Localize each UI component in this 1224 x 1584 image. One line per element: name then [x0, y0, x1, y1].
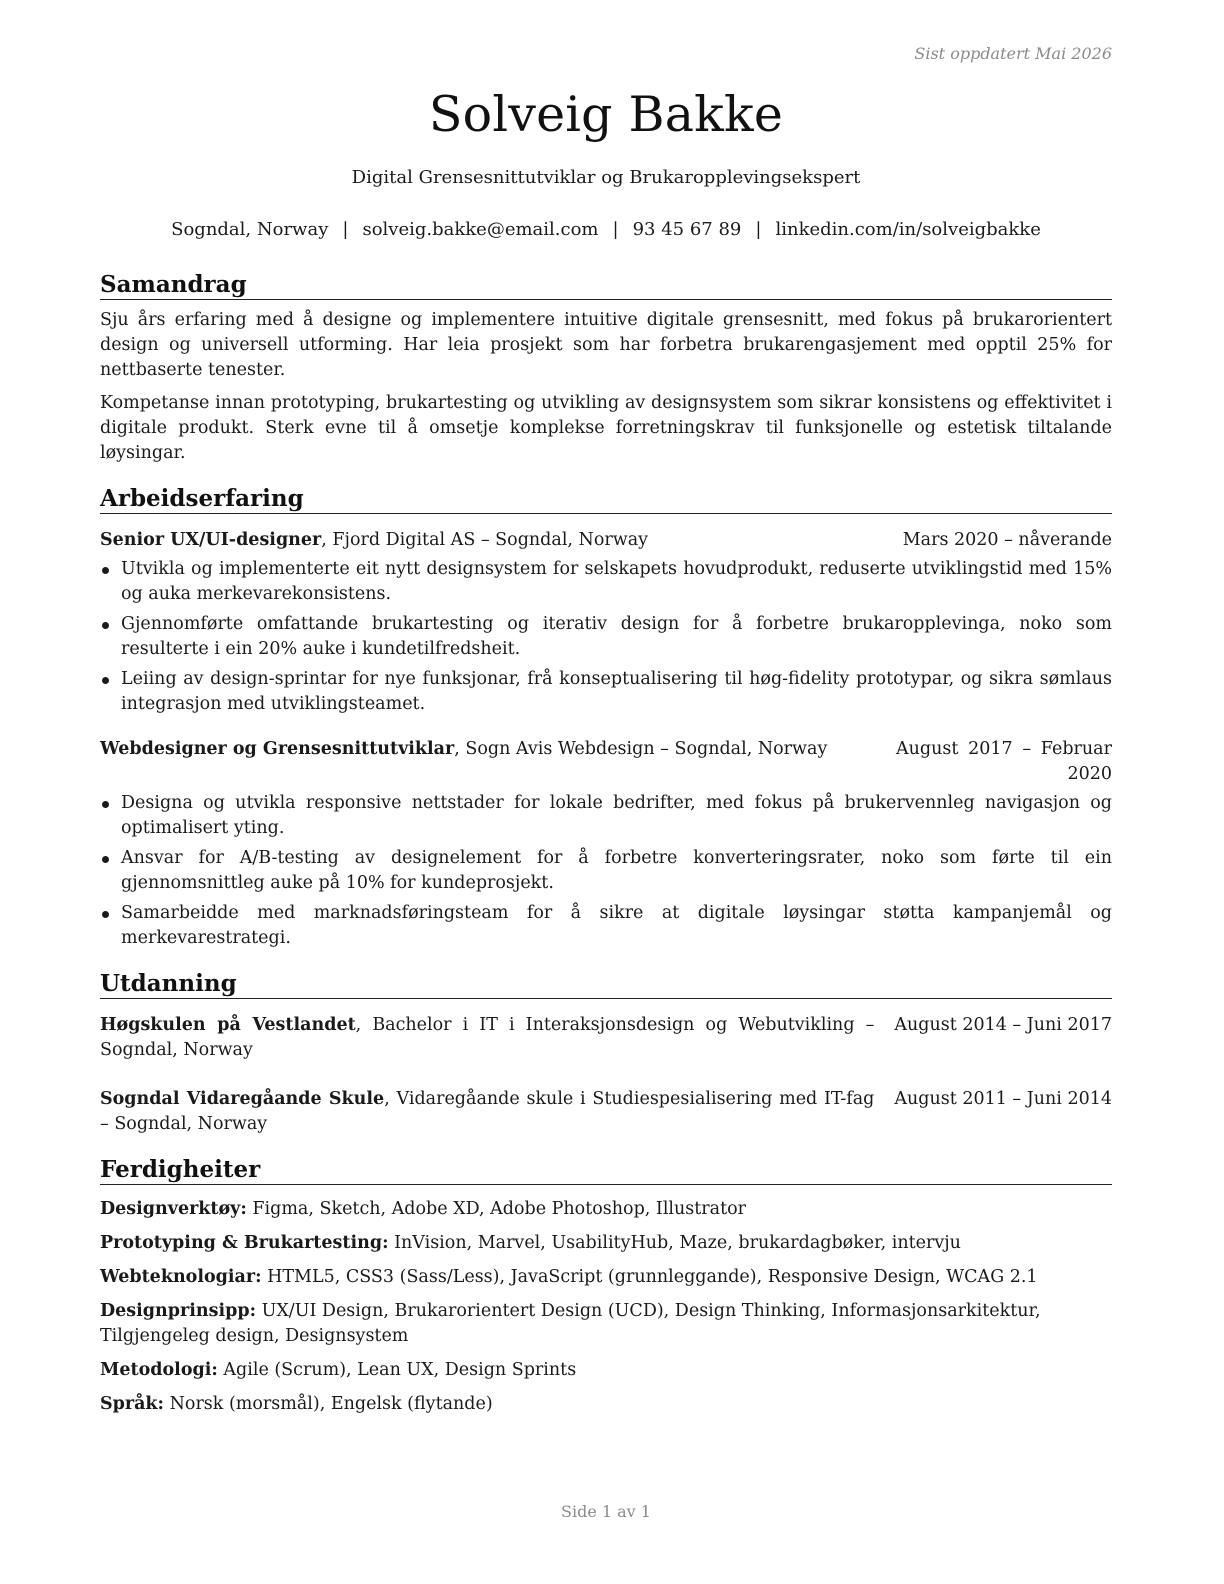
education-entry — [100, 1087, 1112, 1137]
job-bullet: Utvikla og implementerte eit nytt designsystem for selskapets hovudprodukt, reduserte utviklingstid med 15% og auka merkevarekonsistens. — [100, 557, 1112, 607]
job-header — [100, 737, 1112, 787]
skill-category: Språk: — [100, 1394, 165, 1414]
contact-line — [100, 219, 1112, 240]
last-updated: Sist oppdatert Mai 2026 — [914, 44, 1112, 63]
job-entry — [100, 737, 1112, 951]
job-entry — [100, 528, 1112, 717]
job-bullet: Leiing av design-sprintar for nye funksjonar, frå konseptualisering til høg-fidelity prototypar, og sikra sømlaus integrasjon med utviklingsteamet. — [100, 667, 1112, 717]
skill-category: Metodologi: — [100, 1360, 218, 1380]
school-name: Sogndal Vidaregåande Skule — [100, 1089, 385, 1109]
summary-paragraph: Kompetanse innan prototyping, brukartesting og utvikling av designsystem som sikrar konsistens og effektivitet i digitale produkt. Sterk evne til å omsetje komplekse forretningskrav til funksjonelle og estetisk tiltalande løysingar. — [100, 393, 1112, 463]
education-entry — [100, 1013, 1112, 1063]
job-bullet: Designa og utvikla responsive nettstader for lokale bedrifter, med fokus på brukervennleg navigasjon og optimalisert yting. — [100, 791, 1112, 841]
job-company: , Sogn Avis Webdesign – Sogndal, Norway — [454, 739, 828, 759]
school-name: Høgskulen på Vestlandet — [100, 1015, 356, 1035]
school-details: , Bachelor i IT i Interaksjonsdesign og Webutvikling – Sogndal, Norway — [100, 1015, 875, 1060]
contact-phone: 93 45 67 89 — [632, 219, 742, 240]
contact-email[interactable]: solveig.bakke@email.com — [362, 219, 599, 240]
bullet-icon — [102, 622, 109, 629]
bullet-icon — [102, 856, 109, 863]
skills-list — [100, 1197, 1112, 1417]
page-number: Side 1 av 1 — [561, 1502, 651, 1521]
skill-row — [100, 1299, 1112, 1349]
job-bullets — [100, 791, 1112, 951]
skill-category: Designprinsipp: — [100, 1301, 257, 1321]
skill-values: InVision, Marvel, UsabilityHub, Maze, brukardagbøker, intervju — [388, 1233, 961, 1253]
education-section — [100, 969, 1112, 1137]
job-bullet: Ansvar for A/B-testing av designelement for å forbetre konverteringsrater, noko som førte til ein gjennomsnittleg auke på 10% for kundeprosjekt. — [100, 846, 1112, 896]
skill-row — [100, 1392, 1112, 1417]
section-heading-education: Utdanning — [100, 969, 1112, 999]
bullet-icon — [102, 911, 109, 918]
skill-row — [100, 1231, 1112, 1256]
experience-section — [100, 484, 1112, 951]
skill-values: UX/UI Design, Brukarorientert Design (UCD), Design Thinking, Informasjonsarkitektur, Tilgjengeleg design, Designsystem — [100, 1301, 1041, 1346]
candidate-title: Digital Grensesnittutviklar og Brukaropplevingsekspert — [351, 167, 861, 188]
skill-values: Figma, Sketch, Adobe XD, Adobe Photoshop, Illustrator — [246, 1199, 747, 1219]
skill-row — [100, 1358, 1112, 1383]
job-company: , Fjord Digital AS – Sogndal, Norway — [321, 530, 649, 550]
job-header — [100, 528, 1112, 553]
bullet-icon — [102, 567, 109, 574]
summary-paragraph: Sju års erfaring med å designe og implementere intuitive digitale grensesnitt, med fokus på brukarorientert design og universell utforming. Har leia prosjekt som har forbetra brukarengasjement med opptil 25% for nettbaserte tenester. — [100, 310, 1112, 380]
contact-separator: | — [755, 219, 762, 240]
skill-row — [100, 1265, 1112, 1290]
education-dates: August 2011 – Juni 2014 — [894, 1089, 1112, 1109]
section-heading-experience: Arbeidserfaring — [100, 484, 1112, 514]
job-bullet: Gjennomførte omfattande brukartesting og iterativ design for å forbetre brukaropplevinga, noko som resulterte i ein 20% auke i kundetilfredsheit. — [100, 612, 1112, 662]
contact-separator: | — [612, 219, 619, 240]
skill-row — [100, 1197, 1112, 1222]
skill-category: Designverktøy: — [100, 1199, 247, 1219]
skill-category: Prototyping & Brukartesting: — [100, 1233, 389, 1253]
skill-category: Webteknologiar: — [100, 1267, 262, 1287]
resume-page — [100, 0, 1112, 1584]
job-bullets — [100, 557, 1112, 717]
bullet-icon — [102, 677, 109, 684]
section-heading-summary: Samandrag — [100, 270, 1112, 300]
section-heading-skills: Ferdigheiter — [100, 1155, 1112, 1185]
job-dates: Mars 2020 – nåverande — [902, 530, 1112, 550]
contact-linkedin[interactable]: linkedin.com/in/solveigbakke — [775, 219, 1041, 240]
candidate-name: Solveig Bakke — [428, 86, 784, 143]
contact-separator: | — [342, 219, 349, 240]
summary-section — [100, 270, 1112, 466]
skill-values: Norsk (morsmål), Engelsk (flytande) — [164, 1394, 493, 1414]
job-bullet: Samarbeidde med marknadsføringsteam for å sikre at digitale løysingar støtta kampanjemål og merkevarestrategi. — [100, 901, 1112, 951]
contact-location: Sogndal, Norway — [171, 219, 329, 240]
job-dates: August 2017 – Februar 2020 — [896, 739, 1112, 784]
education-dates: August 2014 – Juni 2017 — [894, 1015, 1112, 1035]
skill-values: Agile (Scrum), Lean UX, Design Sprints — [217, 1360, 577, 1380]
bullet-icon — [102, 801, 109, 808]
resume-content — [100, 270, 1112, 1426]
skill-values: HTML5, CSS3 (Sass/Less), JavaScript (grunnleggande), Responsive Design, WCAG 2.1 — [261, 1267, 1038, 1287]
school-details: , Vidaregåande skule i Studiespesialisering med IT-fag – Sogndal, Norway — [100, 1089, 875, 1134]
job-role: Senior UX/UI-designer — [100, 530, 322, 550]
skills-section — [100, 1155, 1112, 1417]
job-role: Webdesigner og Grensesnittutviklar — [100, 739, 455, 759]
